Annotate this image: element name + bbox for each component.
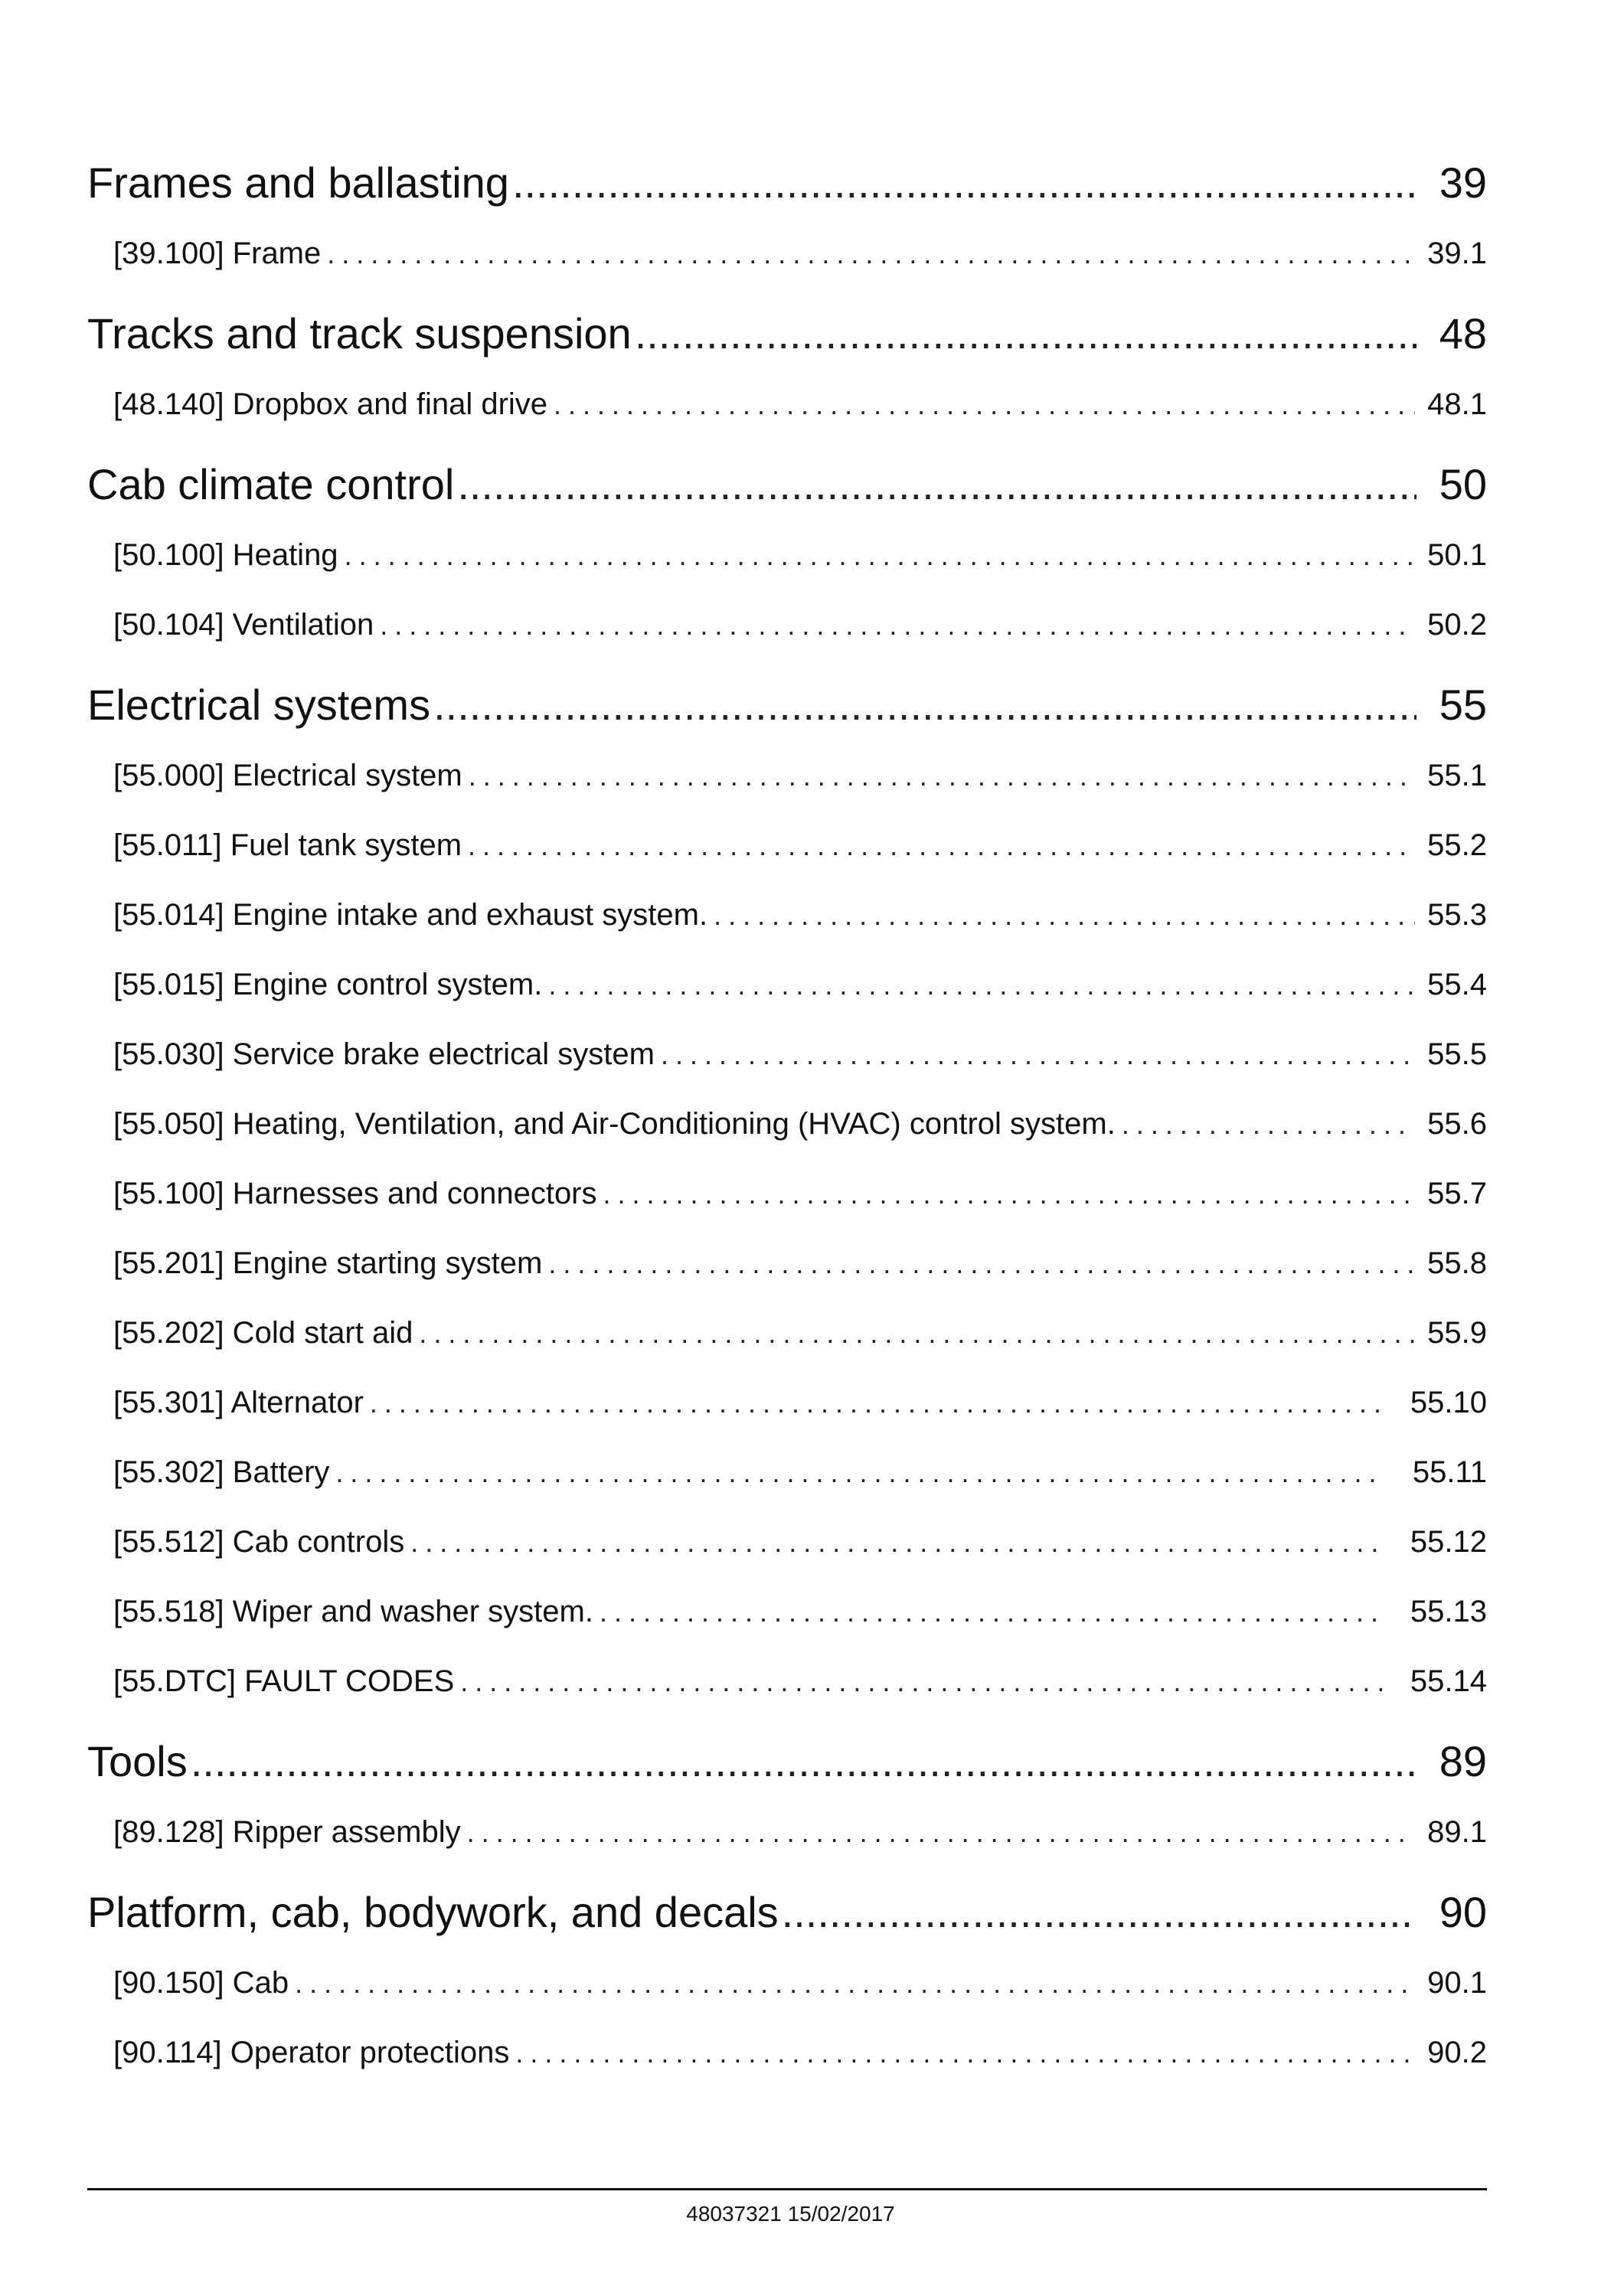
- toc-section[interactable]: [87, 1089, 1487, 1159]
- toc-section-page: 55.5: [1427, 1037, 1487, 1071]
- toc-section-page: 55.11: [1412, 1455, 1487, 1489]
- toc-leader-dots: [370, 1368, 1384, 1438]
- toc-section[interactable]: [87, 1159, 1487, 1229]
- toc-leader-dots: [467, 1798, 1415, 1867]
- toc-chapter-page: 55: [1439, 681, 1487, 729]
- footer: [0, 2202, 1624, 2226]
- toc-section[interactable]: [87, 880, 1487, 950]
- toc-section[interactable]: [87, 1368, 1487, 1438]
- toc-chapter[interactable]: [87, 298, 1487, 370]
- toc-section-page: 55.6: [1427, 1107, 1487, 1141]
- toc-section[interactable]: [87, 1020, 1487, 1089]
- toc-section-title: [55.302] Battery: [113, 1455, 330, 1489]
- toc-section[interactable]: [87, 370, 1487, 439]
- toc-section[interactable]: [87, 741, 1487, 811]
- toc-leader-dots: [345, 521, 1415, 590]
- toc-section-page: 55.9: [1427, 1316, 1487, 1350]
- toc-chapter[interactable]: [87, 1726, 1487, 1798]
- toc-section[interactable]: [87, 1948, 1487, 2018]
- toc-section-page: 50.2: [1427, 608, 1487, 642]
- toc-leader-dots: [661, 1020, 1415, 1089]
- toc-section-title: [55.011] Fuel tank system: [113, 828, 462, 862]
- toc-section-title: [55.030] Service brake electrical system: [113, 1037, 655, 1071]
- toc-chapter-page: 39: [1439, 158, 1487, 207]
- toc-section-title: [55.014] Engine intake and exhaust system.: [113, 898, 708, 932]
- toc-leader-dots: [554, 370, 1415, 439]
- toc-section[interactable]: [87, 1507, 1487, 1577]
- toc-leader-dots: [548, 950, 1415, 1020]
- toc-section-page: 55.8: [1427, 1246, 1487, 1280]
- toc-section[interactable]: [87, 590, 1487, 660]
- toc-section[interactable]: [87, 1298, 1487, 1368]
- toc-section-title: [55.202] Cold start aid: [113, 1316, 413, 1350]
- toc-section[interactable]: [87, 1438, 1487, 1507]
- toc-section-title: [55.015] Engine control system.: [113, 968, 543, 1001]
- toc-section[interactable]: [87, 1577, 1487, 1647]
- toc-section-title: [89.128] Ripper assembly: [113, 1815, 461, 1849]
- toc-leader-dots: [782, 1876, 1417, 1948]
- toc-section-page: 90.1: [1427, 1966, 1487, 2000]
- toc-leader-dots: [1122, 1089, 1415, 1159]
- toc-leader-dots: [460, 1647, 1384, 1716]
- footer-doc-id-date: 48037321 15/02/2017: [686, 2202, 895, 2226]
- toc-section-title: [50.100] Heating: [113, 538, 338, 572]
- toc-section-page: 55.3: [1427, 898, 1487, 932]
- toc-leader-dots: [191, 1726, 1417, 1798]
- toc-section-title: [90.150] Cab: [113, 1966, 289, 2000]
- toc-section-title: [55.518] Wiper and washer system.: [113, 1595, 593, 1628]
- toc-section[interactable]: [87, 2018, 1487, 2088]
- toc-section-title: [55.000] Electrical system: [113, 759, 462, 792]
- toc-section[interactable]: [87, 811, 1487, 880]
- toc-leader-dots: [335, 1438, 1384, 1507]
- toc-leader-dots: [410, 1507, 1384, 1577]
- toc-section-page: 55.7: [1427, 1177, 1487, 1210]
- toc-leader-dots: [327, 219, 1415, 289]
- toc-section[interactable]: [87, 1647, 1487, 1716]
- toc-chapter-title: Electrical systems: [87, 681, 431, 729]
- footer-divider: [87, 2188, 1487, 2190]
- toc-chapter-title: Tracks and track suspension: [87, 309, 632, 358]
- toc-section-page: 55.2: [1427, 828, 1487, 862]
- toc-leader-dots: [515, 2018, 1415, 2088]
- toc-section[interactable]: [87, 1229, 1487, 1298]
- toc-leader-dots: [380, 590, 1415, 660]
- toc-leader-dots: [457, 449, 1417, 521]
- toc-leader-dots: [433, 669, 1417, 741]
- toc-section-page: 55.10: [1410, 1386, 1487, 1419]
- toc-leader-dots: [548, 1229, 1415, 1298]
- toc-leader-dots: [714, 880, 1415, 950]
- toc-chapter[interactable]: [87, 147, 1487, 219]
- toc-chapter-page: 50: [1439, 460, 1487, 508]
- toc-section-title: [55.201] Engine starting system: [113, 1246, 543, 1280]
- toc-section-title: [55.512] Cab controls: [113, 1525, 405, 1559]
- toc-section-title: [55.050] Heating, Ventilation, and Air-Conditioning (HVAC) control system.: [113, 1107, 1116, 1141]
- table-of-contents: [87, 138, 1487, 2088]
- toc-chapter-title: Frames and ballasting: [87, 158, 509, 207]
- toc-section-title: [50.104] Ventilation: [113, 608, 374, 642]
- toc-section-page: 55.1: [1427, 759, 1487, 792]
- toc-chapter-page: 48: [1439, 309, 1487, 358]
- toc-leader-dots: [603, 1159, 1415, 1229]
- toc-leader-dots: [468, 811, 1415, 880]
- toc-chapter[interactable]: [87, 449, 1487, 521]
- toc-chapter-title: Platform, cab, bodywork, and decals: [87, 1888, 779, 1936]
- toc-section[interactable]: [87, 219, 1487, 289]
- toc-section-page: 55.14: [1410, 1664, 1487, 1698]
- toc-leader-dots: [635, 298, 1417, 370]
- toc-section-page: 39.1: [1427, 237, 1487, 270]
- toc-section[interactable]: [87, 1798, 1487, 1867]
- toc-section-page: 55.13: [1410, 1595, 1487, 1628]
- toc-section-page: 50.1: [1427, 538, 1487, 572]
- toc-section[interactable]: [87, 950, 1487, 1020]
- toc-section-page: 90.2: [1427, 2036, 1487, 2069]
- toc-leader-dots: [600, 1577, 1384, 1647]
- toc-chapter[interactable]: [87, 1876, 1487, 1948]
- toc-section-title: [55.100] Harnesses and connectors: [113, 1177, 597, 1210]
- toc-chapter-page: 90: [1439, 1888, 1487, 1936]
- toc-section-page: 48.1: [1427, 387, 1487, 421]
- toc-leader-dots: [469, 741, 1415, 811]
- toc-chapter-page: 89: [1439, 1737, 1487, 1785]
- toc-section-page: 55.12: [1410, 1525, 1487, 1559]
- toc-section-title: [55.301] Alternator: [113, 1386, 364, 1419]
- toc-section-title: [90.114] Operator protections: [113, 2036, 510, 2069]
- toc-chapter-title: Cab climate control: [87, 460, 455, 508]
- toc-section-page: 89.1: [1427, 1815, 1487, 1849]
- toc-leader-dots: [419, 1298, 1415, 1368]
- toc-leader-dots: [512, 147, 1417, 219]
- toc-section-title: [48.140] Dropbox and final drive: [113, 387, 548, 421]
- toc-section-title: [39.100] Frame: [113, 237, 322, 270]
- toc-section[interactable]: [87, 521, 1487, 590]
- toc-leader-dots: [295, 1948, 1415, 2018]
- toc-section-page: 55.4: [1427, 968, 1487, 1001]
- toc-section-title: [55.DTC] FAULT CODES: [113, 1664, 455, 1698]
- toc-chapter-title: Tools: [87, 1737, 188, 1785]
- toc-chapter[interactable]: [87, 669, 1487, 741]
